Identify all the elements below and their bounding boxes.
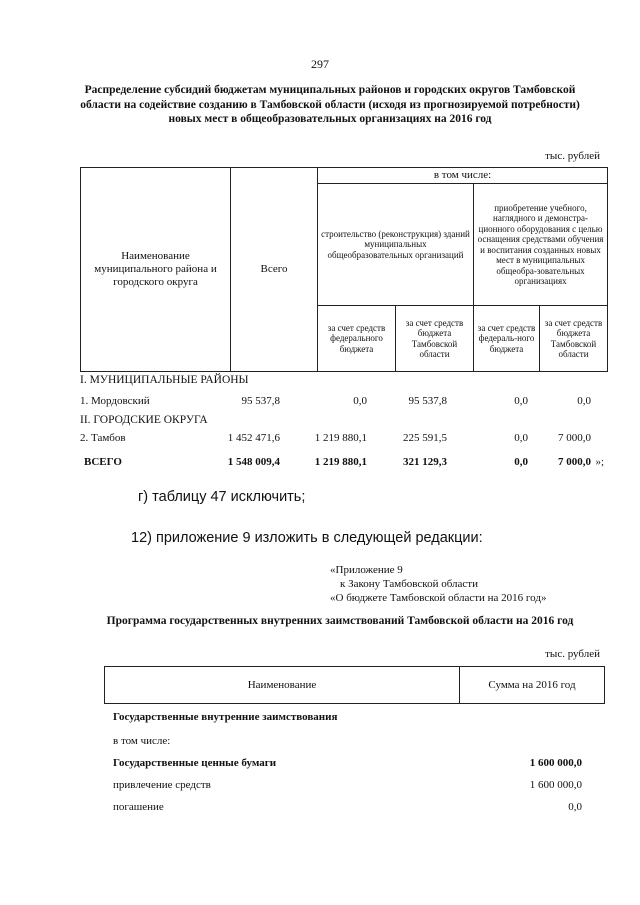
program-row-label: Государственные внутренние заимствования [113, 711, 338, 723]
paragraph-g: г) таблицу 47 исключить; [138, 489, 306, 505]
program-col-sum: Сумма на 2016 год [460, 667, 605, 704]
program-row-label: погашение [113, 801, 164, 813]
program-row-label: Государственные ценные бумаги [113, 757, 277, 769]
row-construction-federal: 1 219 880,1 [314, 432, 367, 444]
row-construction-federal: 0,0 [353, 395, 367, 407]
total-row [80, 456, 607, 472]
row-construction-federal: 1 219 880,1 [314, 456, 367, 468]
appendix-line-1: «Приложение 9 [330, 564, 403, 576]
row-construction-regional: 225 591,5 [403, 432, 447, 444]
program-col-name: Наименование [105, 667, 460, 704]
row-equipment-federal: 0,0 [514, 395, 528, 407]
program-row-value: 1 600 000,0 [529, 779, 582, 791]
subsidy-title: Распределение субсидий бюджетам муниципальных районов и городских округов Тамбовской области на содействие созданию в Тамбовской области (исходя из прогнозируемой потребности) новых мест в общеобразовательных организациях на 2016 год [80, 84, 580, 125]
row-name: 1. Мордовский [80, 395, 150, 407]
header-construction: строительство (реконструкция) зданий муниципальных общеобразовательных организаций [318, 184, 474, 306]
row-total: 1 452 471,6 [227, 432, 280, 444]
subsidy-table [80, 167, 608, 372]
row-total: 1 548 009,4 [227, 456, 280, 468]
header-equipment-regional: за счет средств бюджета Тамбовской области [540, 306, 608, 372]
row-construction-regional: 95 537,8 [408, 395, 447, 407]
header-construction-federal: за счет средств федерального бюджета [318, 306, 396, 372]
section-city-districts [80, 414, 607, 430]
program-title: Программа государственных внутренних заимствований Тамбовской области на 2016 год [106, 615, 574, 627]
subsidy-units: тыс. рублей [545, 150, 600, 162]
program-row-label: привлечение средств [113, 779, 211, 791]
section-label: II. ГОРОДСКИЕ ОКРУГА [80, 414, 208, 426]
appendix-line-3: «О бюджете Тамбовской области на 2016 год» [330, 592, 547, 604]
appendix-line-2: к Закону Тамбовской области [340, 578, 478, 590]
section-municipal-districts [80, 374, 607, 390]
table-row [80, 432, 607, 448]
closing-quote: »; [595, 456, 604, 468]
row-equipment-regional: 0,0 [577, 395, 591, 407]
row-equipment-federal: 0,0 [514, 432, 528, 444]
row-equipment-regional: 7 000,0 [558, 456, 591, 468]
header-including: в том числе: [318, 168, 608, 184]
row-equipment-federal: 0,0 [514, 456, 528, 468]
program-row-value: 1 600 000,0 [529, 757, 582, 769]
program-header-table [104, 666, 605, 704]
program-row-label: в том числе: [113, 735, 171, 747]
page-number: 297 [311, 57, 329, 71]
header-equipment: приобретение учебного, наглядного и демонстра-ционного оборудования с целью оснащения средствами обучения и воспитания созданных новых мест в муниципальных общеобра-зовательных организациях [474, 184, 608, 306]
row-total: 95 537,8 [241, 395, 280, 407]
program-units: тыс. рублей [545, 648, 600, 660]
program-row-value: 0,0 [568, 801, 582, 813]
row-name: 2. Тамбов [80, 432, 126, 444]
paragraph-12: 12) приложение 9 изложить в следующей редакции: [131, 530, 483, 546]
row-name: ВСЕГО [84, 456, 122, 468]
header-construction-regional: за счет средств бюджета Тамбовской области [396, 306, 474, 372]
table-row [80, 395, 607, 411]
row-equipment-regional: 7 000,0 [558, 432, 591, 444]
header-equipment-federal: за счет средств федераль-ного бюджета [474, 306, 540, 372]
section-label: I. МУНИЦИПАЛЬНЫЕ РАЙОНЫ [80, 374, 249, 386]
row-construction-regional: 321 129,3 [403, 456, 447, 468]
header-name: Наименование муниципального района и городского округа [81, 168, 231, 372]
header-total: Всего [231, 168, 318, 372]
